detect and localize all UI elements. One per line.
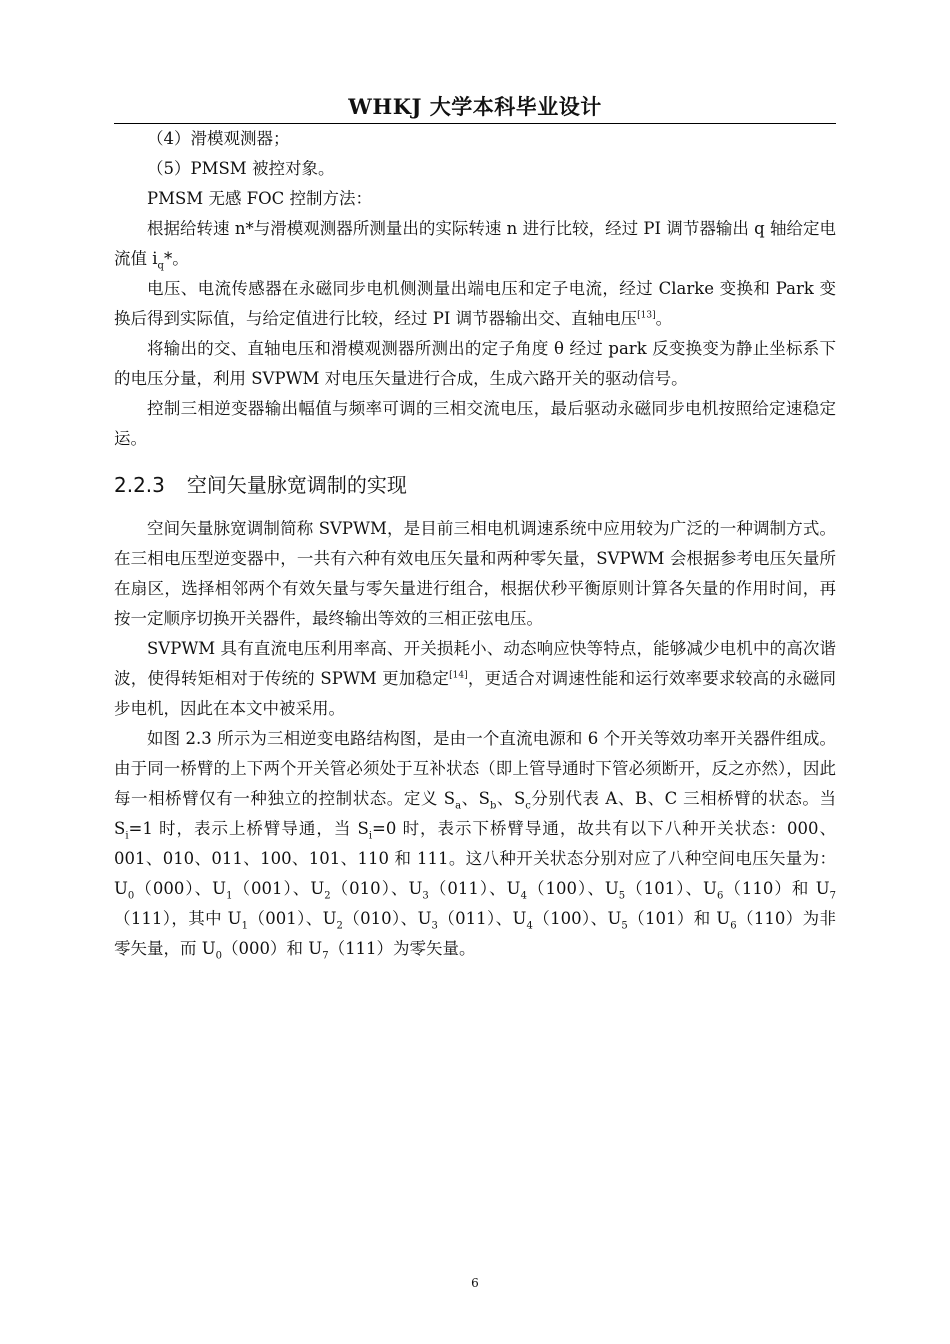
paragraph-inverter: 控制三相逆变器输出幅值与频率可调的三相交流电压，最后驱动永磁同步电机按照给定速稳定运。 <box>114 399 836 448</box>
list-item-5: （5）PMSM 被控对象。 <box>147 159 335 178</box>
page-number: 6 <box>471 1276 479 1290</box>
citation: [14] <box>449 670 468 681</box>
page-header: WHKJ 大学本科毕业设计 <box>348 94 602 119</box>
section-number: 2.2.3 <box>114 473 165 497</box>
paragraph-current-loop: 电压、电流传感器在永磁同步电机侧测量出端电压和定子电流，经过 Clarke 变换和 Park 变换后得到实际值，与给定值进行比较，经过 PI 调节器输出交、直轴电压[13]。 <box>114 279 836 328</box>
page-body <box>114 124 836 964</box>
section-heading <box>114 470 836 500</box>
citation: [13] <box>637 310 656 321</box>
paragraph-park-inverse: 将输出的交、直轴电压和滑模观测器所测出的定子角度 θ 经过 park 反变换变为静止坐标系下的电压分量，利用 SVPWM 对电压矢量进行合成，生成六路开关的驱动信号。 <box>114 339 836 388</box>
section-title: 空间矢量脉宽调制的实现 <box>186 473 407 497</box>
method-title: PMSM 无感 FOC 控制方法： <box>147 189 373 208</box>
paragraph-svpwm-advantages: SVPWM 具有直流电压利用率高、开关损耗小、动态响应快等特点，能够减少电机中的高次谐波，使得转矩相对于传统的 SPWM 更加稳定[14]，更适合对调速性能和运行效率要求较高的永磁同步电机，因此在本文中被采用。 <box>114 639 837 718</box>
paragraph-speed-loop: 根据给转速 n*与滑模观测器所测量出的实际转速 n 进行比较，经过 PI 调节器输出 q 轴给定电流值 $i_q*$。 <box>114 219 836 272</box>
list-item-4: （4）滑模观测器； <box>147 129 290 148</box>
paragraph-switch-states: 如图 2.3 所示为三相逆变电路结构图，是由一个直流电源和 6 个开关等效功率开关器件组成。由于同一桥臂的上下两个开关管必须处于互补状态（即上管导通时下管必须断开，反之亦然），因此每一相桥臂仅有一种独立的控制状态。定义 $S_a$、$S_b$、$S_c$分别代表 A、B、C 三相桥臂的状态。当 $S_i=1$ 时，表示上桥臂导通，当 $S_i=0$ 时，表示下桥臂导通，故共有以下八种开关状态：000、001、010、011、100、101、110 和 111。这八种开关状态分别对应了八种空间电压矢量为：$U_0(000)$、$U_1(001)$、$U_2(010)$、$U_3(011)$、$U_4(100)$、$U_5(101)$、$U_6(110)$和 $U_7(111)$，其中 $U_1(001)$、$U_2(010)$、$U_3(011)$、$U_4(100)$、$U_5(101)$和 $U_6(110)$为非零矢量，而 $U_0(000)$和 $U_7(111)$为零矢量。 <box>114 729 837 962</box>
paragraph-svpwm-intro: 空间矢量脉宽调制简称 SVPWM，是目前三相电机调速系统中应用较为广泛的一种调制方式。在三相电压型逆变器中，一共有六种有效电压矢量和两种零矢量，SVPWM 会根据参考电压矢量所在扇区，选择相邻两个有效矢量与零矢量进行组合，根据伏秒平衡原则计算各矢量的作用时间，再按一定顺序切换开关器件，最终输出等效的三相正弦电压。 <box>114 519 836 628</box>
